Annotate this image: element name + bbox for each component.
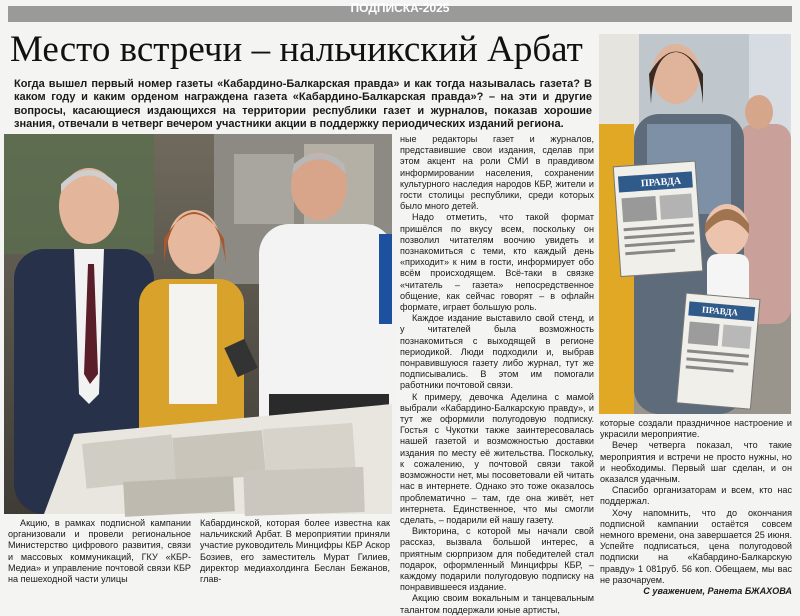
side-photo <box>599 34 791 414</box>
newspaper-masthead-left: ПРАВДА <box>640 175 682 190</box>
article-title: Место встречи – нальчикский Арбат <box>10 29 583 70</box>
article-lead: Когда вышел первый номер газеты «Кабардино-Балкарская правда» и как тогда называлась газета? В каком году и каким орденом награждена газета «Кабардино-Балкарская правда»? – на эти и другие вопросы, касающиеся издающихся на территории республики газет и журналов, показав хорошие знания, отвечали в четверг вечером участники акции в поддержку периодических изданий региона. <box>14 78 592 130</box>
col4-paragraph-3: Спасибо организаторам и всем, кто нас поддержал. <box>600 485 792 507</box>
col3-paragraph-5: Викторина, с которой мы начали свой рассказ, вызвала большой интерес, а приятным сюрпризом для победителей стал подарок, оформленный Минцифры КБР, – каждому подарили полугодовую подписку на понравившееся издание. <box>400 526 594 593</box>
rubric-label: ПОДПИСКА-2025 <box>350 1 450 15</box>
text-column-3 <box>400 134 594 615</box>
col2-paragraph: Кабардинской, которая более известна как нальчикский Арбат. В мероприятии приняли участие руководитель Минцифры КБР Аскор Бозиев, его заместитель Мурат Гилиев, директор медиахолдинга Беслан Бежанов, глав- <box>200 518 390 585</box>
col3-paragraph-3: Каждое издание выставило свой стенд, и у читателей была возможность познакомиться с выходящей в регионе периодикой. Люди подходили и, выбрав понравившуюся газету либо журнал, тут же подписывались. В этом им помогали работники почтовой связи. <box>400 313 594 391</box>
text-column-1 <box>8 518 191 585</box>
col3-paragraph-1: ные редакторы газет и журналов, представившие свои издания, сделав при этом акцент на роли СМИ в правдивом информировании населения, сохранении культурного наследия народов КБР, жители и гости столицы республики, среди которых было много детей. <box>400 134 594 212</box>
col4-paragraph-2: Вечер четверга показал, что такие мероприятия и встречи не просто нужны, но и необходимы. Первый шаг сделан, и он оказался удачным. <box>600 440 792 485</box>
col3-paragraph-6: Акцию своим вокальным и танцевальным талантом поддержали юные артисты, <box>400 593 594 615</box>
text-column-4 <box>600 418 792 597</box>
text-column-2 <box>200 518 390 585</box>
main-photo <box>4 134 392 514</box>
col4-paragraph-4: Хочу напомнить, что до окончания подписной кампании остаётся совсем немного времени, она завершается 25 июня. Успейте подписаться, цена полугодовой подписки на «Кабардино-Балкарскую правду» 1 081руб. 56 коп. Обещаем, мы вас не разочаруем. <box>600 507 792 585</box>
col3-paragraph-2: Надо отметить, что такой формат пришёлся по вкусу всем, поскольку он позволил читателям воочию увидеть и познакомиться с теми, кто каждый день «приходит» к ним в гости, информирует обо всём происходящем. Всё-таки в связке «читатель – газета» непосредственное общение, как сейчас говорят – в офлайн формате, играет большую роль. <box>400 212 594 313</box>
col1-paragraph: Акцию, в рамках подписной кампании организовали и провели региональное Министерство цифрового развития, связи и массовых коммуникаций, ГКУ «КБР-Медиа» и управление почтовой связи КБР на пешеходной части улицы <box>8 518 191 585</box>
col4-paragraph-1: которые создали праздничное настроение и украсили мероприятие. <box>600 418 792 440</box>
col3-paragraph-4: К примеру, девочка Аделина с мамой выбрали «Кабардино-Балкарскую правду», и тут же оформили полугодовую подписку. Гостья с Чукотки также заинтересовалась нашей газетой и возможностью доставки издания по месту её жительства. Поскольку, к сожалению, у почтовой связи такой возможности нет, мы посоветовали ей читать нас в интернете. Однако это тоже оказалось проблематично – там, где она живёт, нет интернета. Единственное, что мы смогли сделать, – подарили ей нашу газету. <box>400 391 594 525</box>
newspaper-masthead-right: ПРАВДА <box>701 304 739 318</box>
author-signature: С уважением, Ранета БЖАХОВА <box>643 586 792 597</box>
